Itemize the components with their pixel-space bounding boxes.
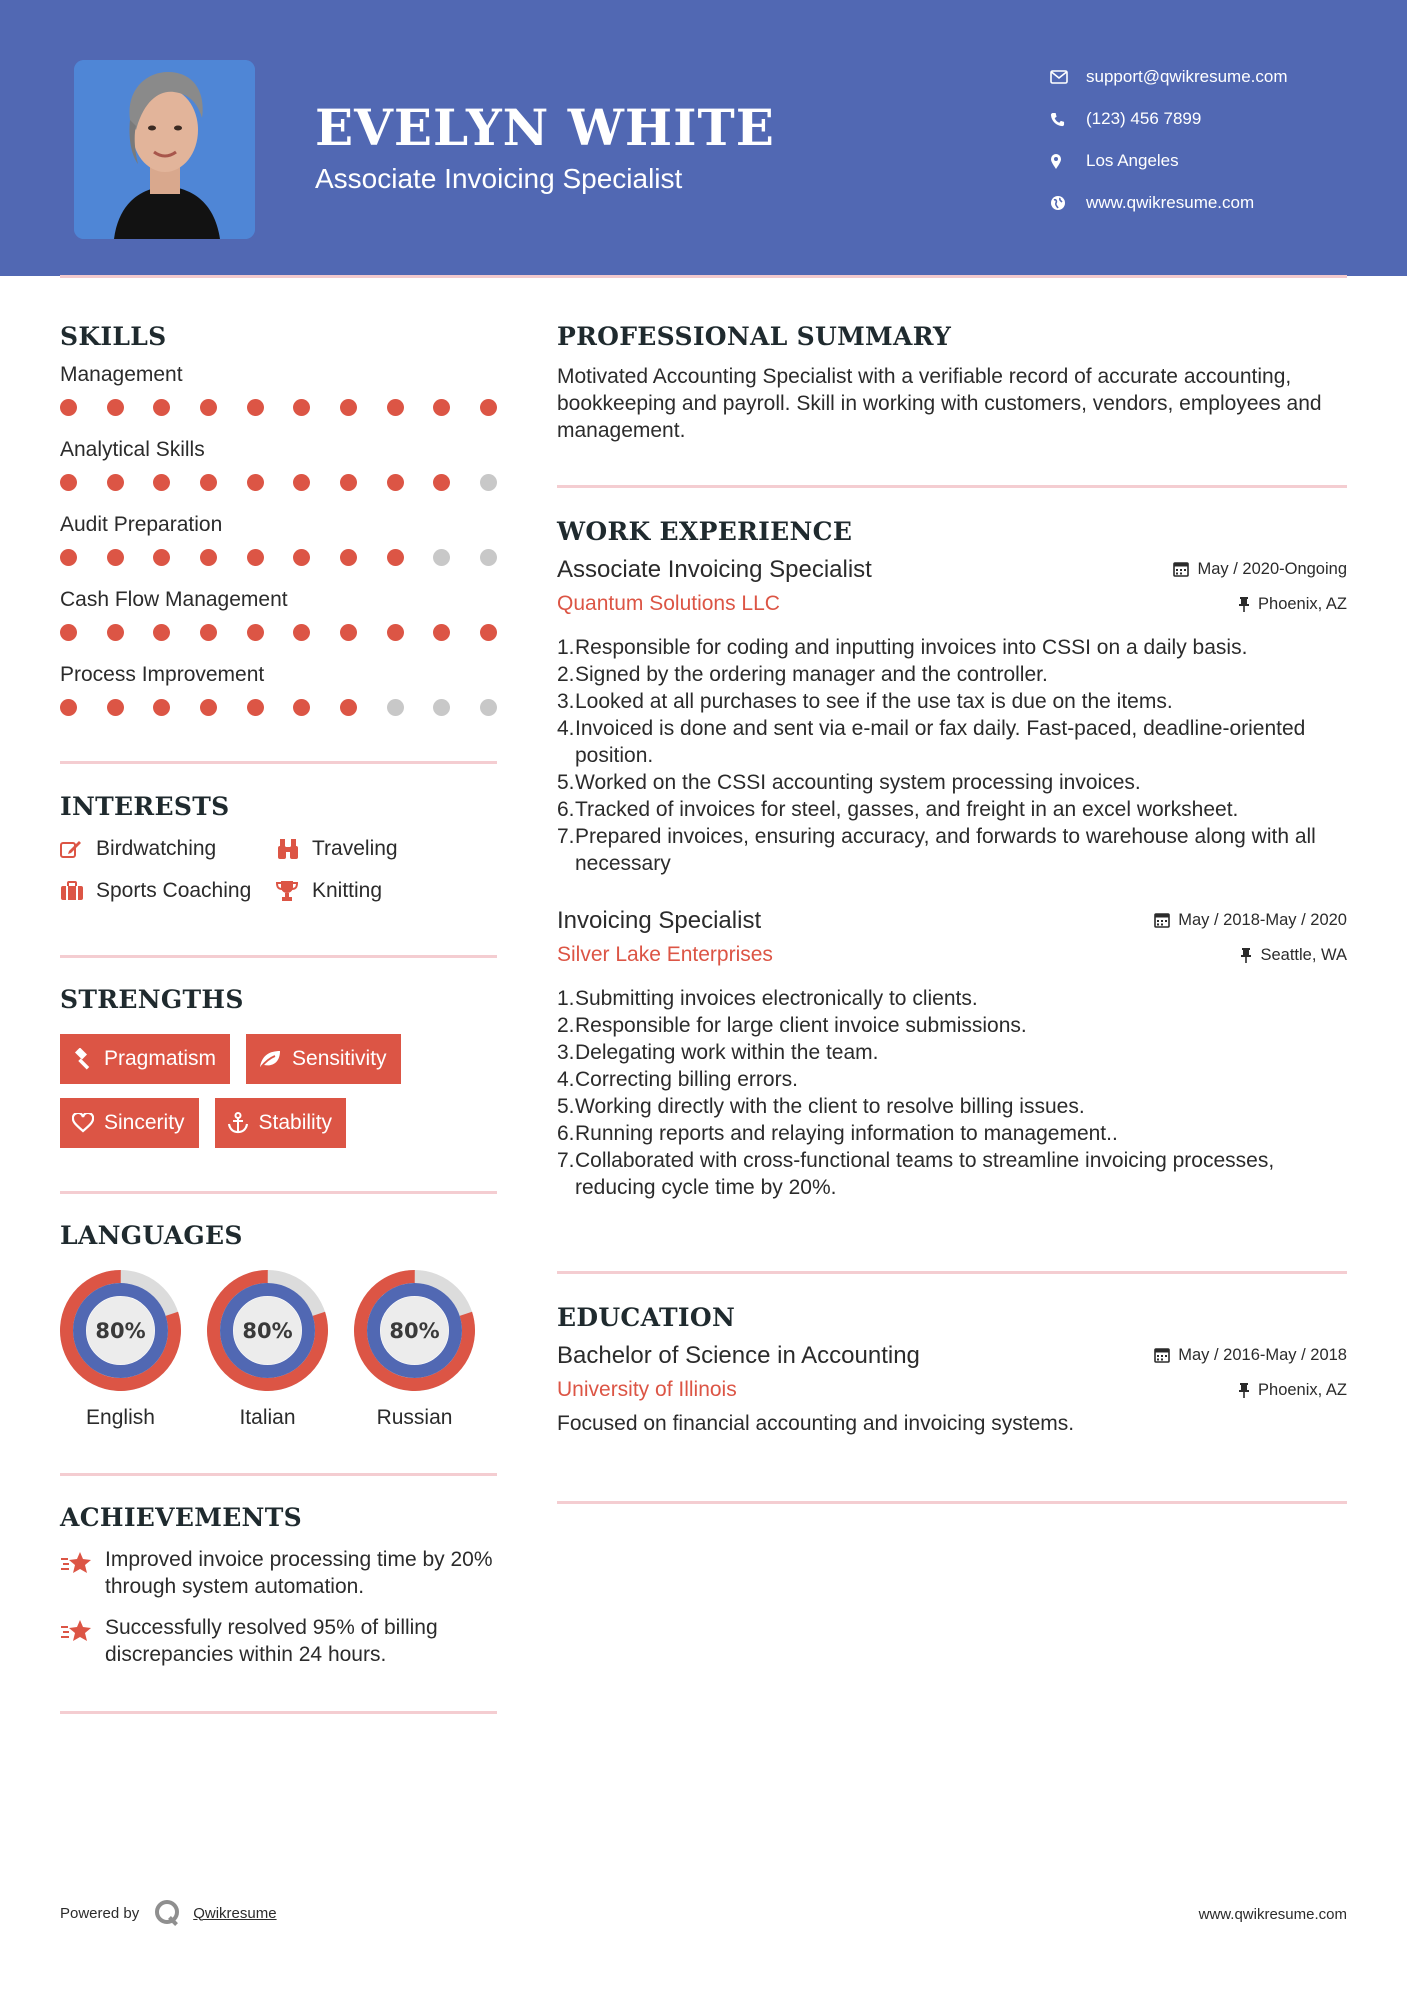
job-title: Invoicing Specialist: [557, 907, 762, 934]
list-item: 6. Tracked of invoices for steel, gasses, and freight in an excel worksheet.: [557, 798, 1239, 821]
rating-dot-filled: [107, 399, 124, 416]
interest-item: [276, 837, 496, 861]
achievement-text: Successfully resolved 95% of billing discrepancies within 24 hours.: [105, 1616, 438, 1666]
strength-label: Sensitivity: [292, 1047, 387, 1070]
rating-dot-filled: [340, 624, 357, 641]
skill-rating: [60, 399, 497, 416]
rating-dot-empty: [480, 549, 497, 566]
education-text: Focused on financial accounting and invoicing systems.: [557, 1412, 1075, 1435]
rating-dot-filled: [200, 399, 217, 416]
contact-phone[interactable]: [1050, 98, 1380, 140]
skill-name: Analytical Skills: [60, 438, 205, 461]
rating-dot-filled: [340, 699, 357, 716]
contact-phone-text: (123) 456 7899: [1086, 109, 1202, 128]
section-divider: [557, 1501, 1347, 1504]
achievement-item: [60, 1614, 497, 1668]
list-item: 7. Collaborated with cross-functional teams to streamline invoicing processes, reducing cycle time by 20%.: [557, 1149, 1275, 1199]
section-divider: [60, 761, 497, 764]
rating-dot-filled: [247, 699, 264, 716]
leaf-icon: [258, 1049, 282, 1069]
strength-label: Stability: [258, 1111, 333, 1134]
contact-email[interactable]: [1050, 56, 1380, 98]
section-divider: [60, 1191, 497, 1194]
job-bullets: [557, 634, 1347, 877]
header-banner: [0, 0, 1407, 276]
language-name: Italian: [239, 1406, 296, 1429]
list-item: 2. Signed by the ordering manager and the controller.: [557, 663, 1048, 686]
list-item: 6. Running reports and relaying information to management..: [557, 1122, 1118, 1145]
list-item: 7. Prepared invoices, ensuring accuracy, and forwards to warehouse along with all necessary: [557, 825, 1316, 875]
rating-dot-filled: [387, 549, 404, 566]
rating-dot-filled: [247, 549, 264, 566]
rating-dot-filled: [60, 399, 77, 416]
education-entry: [557, 1342, 1347, 1437]
strength-chip: [60, 1098, 199, 1148]
rating-dot-filled: [480, 624, 497, 641]
list-item: 5. Worked on the CSSI accounting system processing invoices.: [557, 771, 1141, 794]
skills-section: [60, 322, 497, 738]
interests-title: INTERESTS: [60, 792, 230, 821]
rating-dot-filled: [387, 399, 404, 416]
language-item: [60, 1270, 181, 1430]
skill-item: [60, 438, 497, 491]
strength-label: Sincerity: [104, 1111, 185, 1134]
rating-dot-filled: [60, 549, 77, 566]
calendar-icon: [1173, 561, 1189, 577]
rating-dot-filled: [247, 624, 264, 641]
strength-chip: [60, 1034, 230, 1084]
interest-item: [60, 837, 276, 861]
rating-dot-filled: [107, 624, 124, 641]
rating-dot-filled: [200, 474, 217, 491]
job-bullets: [557, 985, 1347, 1201]
rating-dot-filled: [340, 399, 357, 416]
job-title: Associate Invoicing Specialist: [557, 556, 872, 583]
rating-dot-empty: [480, 474, 497, 491]
interests-section: [60, 792, 497, 903]
rating-dot-filled: [153, 699, 170, 716]
rating-dot-filled: [293, 549, 310, 566]
contact-website[interactable]: [1050, 182, 1380, 224]
rating-dot-filled: [387, 474, 404, 491]
rating-dot-filled: [153, 549, 170, 566]
achievement-text: Improved invoice processing time by 20% through system automation.: [105, 1548, 493, 1598]
list-item: 3. Looked at all purchases to see if the use tax is due on the items.: [557, 690, 1173, 713]
degree-title: Bachelor of Science in Accounting: [557, 1342, 920, 1369]
heart-icon: [72, 1113, 94, 1133]
company-name: Quantum Solutions LLC: [557, 592, 780, 615]
pencil-square-icon: [60, 839, 96, 859]
rating-dot-filled: [153, 474, 170, 491]
contact-location: [1050, 140, 1380, 182]
strengths-list: [60, 1034, 497, 1148]
skill-item: [60, 663, 497, 716]
interests-list: [60, 837, 497, 903]
candidate-title: Associate Invoicing Specialist: [315, 163, 683, 194]
rating-dot-filled: [480, 399, 497, 416]
rating-dot-filled: [153, 399, 170, 416]
rating-dot-filled: [60, 624, 77, 641]
strength-chip: [246, 1034, 401, 1084]
list-item: 5. Working directly with the client to resolve billing issues.: [557, 1095, 1085, 1118]
achievement-item: [60, 1546, 497, 1600]
skill-name: Cash Flow Management: [60, 588, 288, 611]
contact-list: [1050, 56, 1380, 224]
education-title: EDUCATION: [557, 1303, 736, 1332]
list-item: 4. Correcting billing errors.: [557, 1068, 798, 1091]
education-section: [557, 1303, 1347, 1437]
phone-icon: [1050, 112, 1086, 127]
shooting-star-icon: [60, 1546, 105, 1600]
skill-item: [60, 513, 497, 566]
interest-label: Traveling: [312, 837, 398, 860]
skill-rating: [60, 624, 497, 641]
education-location-text: Phoenix, AZ: [1258, 1380, 1347, 1399]
contact-location-text: Los Angeles: [1086, 151, 1179, 170]
rating-dot-filled: [107, 474, 124, 491]
section-divider: [60, 1711, 497, 1714]
interest-label: Knitting: [312, 879, 383, 902]
summary-text: Motivated Accounting Specialist with a verifiable record of accurate accounting, bookkeeping and payroll. Skill in working with customers, vendors, employees and management.: [557, 365, 1322, 442]
list-item: 2. Responsible for large client invoice submissions.: [557, 1014, 1027, 1037]
footer-powered-by: [60, 1898, 277, 1928]
language-ring: [207, 1270, 328, 1391]
footer-url[interactable]: www.qwikresume.com: [1198, 1906, 1347, 1923]
pushpin-icon: [1240, 947, 1252, 963]
shooting-star-icon: [60, 1614, 105, 1668]
rating-dot-empty: [433, 699, 450, 716]
summary-section: [557, 322, 1347, 444]
company-name: Silver Lake Enterprises: [557, 943, 773, 966]
section-divider: [60, 955, 497, 958]
job-entry: [557, 556, 1347, 877]
qwikresume-link[interactable]: Qwikresume: [193, 1904, 277, 1922]
skills-list: [60, 363, 497, 716]
list-item: 4. Invoiced is done and sent via e-mail or fax daily. Fast-paced, deadline-oriented position.: [557, 717, 1306, 767]
experience-title: WORK EXPERIENCE: [557, 517, 853, 546]
profile-photo: [74, 60, 255, 239]
summary-title: PROFESSIONAL SUMMARY: [557, 322, 952, 351]
languages-list: [60, 1270, 497, 1430]
job-entry: [557, 907, 1347, 1201]
rating-dot-filled: [200, 624, 217, 641]
strength-label: Pragmatism: [104, 1047, 217, 1070]
section-divider: [557, 485, 1347, 488]
language-item: [207, 1270, 328, 1430]
interest-label: Sports Coaching: [96, 879, 252, 902]
job-location-text: Seattle, WA: [1260, 945, 1347, 964]
qwikresume-logo-icon: [153, 1898, 183, 1928]
rating-dot-empty: [387, 699, 404, 716]
anchor-icon: [227, 1112, 249, 1134]
envelope-icon: [1050, 70, 1086, 84]
gavel-icon: [72, 1048, 94, 1070]
education-date-text: May / 2016-May / 2018: [1178, 1345, 1347, 1364]
language-ring: [354, 1270, 475, 1391]
briefcase-icon: [60, 881, 96, 901]
binoculars-icon: [276, 838, 312, 860]
list-item: 3. Delegating work within the team.: [557, 1041, 879, 1064]
rating-dot-filled: [293, 699, 310, 716]
rating-dot-filled: [293, 399, 310, 416]
rating-dot-filled: [433, 624, 450, 641]
rating-dot-filled: [433, 474, 450, 491]
globe-icon: [1050, 195, 1086, 211]
rating-dot-filled: [200, 549, 217, 566]
rating-dot-filled: [293, 624, 310, 641]
rating-dot-filled: [107, 699, 124, 716]
interest-item: [60, 879, 276, 903]
skills-title: SKILLS: [60, 322, 167, 351]
rating-dot-empty: [480, 699, 497, 716]
job-location: [1240, 946, 1347, 965]
education-date: [1154, 1346, 1347, 1365]
skill-rating: [60, 549, 497, 566]
rating-dot-filled: [60, 474, 77, 491]
job-location: [1238, 595, 1347, 614]
education-location: [1238, 1381, 1347, 1400]
language-percent: 80%: [242, 1319, 293, 1343]
languages-title: LANGUAGES: [60, 1221, 243, 1250]
rating-dot-filled: [153, 624, 170, 641]
language-percent: 80%: [389, 1319, 440, 1343]
section-divider: [60, 1473, 497, 1476]
language-name: Russian: [376, 1406, 453, 1429]
skill-name: Audit Preparation: [60, 513, 223, 536]
job-date-text: May / 2020-Ongoing: [1197, 559, 1347, 578]
powered-by-text: Powered by: [60, 1904, 140, 1922]
strengths-title: STRENGTHS: [60, 985, 244, 1014]
achievements-list: [60, 1546, 497, 1668]
language-percent: 80%: [95, 1319, 146, 1343]
pushpin-icon: [1238, 1382, 1250, 1398]
rating-dot-filled: [387, 624, 404, 641]
rating-dot-filled: [340, 474, 357, 491]
strength-chip: [215, 1098, 347, 1148]
interest-item: [276, 879, 496, 903]
header-divider: [60, 275, 1347, 278]
rating-dot-empty: [433, 549, 450, 566]
rating-dot-filled: [247, 474, 264, 491]
skill-rating: [60, 474, 497, 491]
skill-name: Management: [60, 363, 183, 386]
map-pin-icon: [1050, 153, 1086, 170]
rating-dot-filled: [60, 699, 77, 716]
calendar-icon: [1154, 912, 1170, 928]
skill-rating: [60, 699, 497, 716]
job-location-text: Phoenix, AZ: [1258, 594, 1347, 613]
skill-name: Process Improvement: [60, 663, 265, 686]
trophy-icon: [276, 880, 312, 902]
list-item: 1. Responsible for coding and inputting invoices into CSSI on a daily basis.: [557, 636, 1248, 659]
rating-dot-filled: [433, 399, 450, 416]
language-item: [354, 1270, 475, 1430]
rating-dot-filled: [293, 474, 310, 491]
candidate-name: EVELYN WHITE: [315, 98, 775, 157]
rating-dot-filled: [200, 699, 217, 716]
strengths-section: [60, 985, 497, 1162]
job-date: [1173, 560, 1347, 579]
calendar-icon: [1154, 1347, 1170, 1363]
contact-website-text: www.qwikresume.com: [1086, 193, 1255, 212]
rating-dot-filled: [340, 549, 357, 566]
experience-section: [557, 517, 1347, 1201]
list-item: 1. Submitting invoices electronically to clients.: [557, 987, 978, 1010]
contact-email-text: support@qwikresume.com: [1086, 67, 1288, 86]
skill-item: [60, 588, 497, 641]
job-date: [1154, 911, 1347, 930]
section-divider: [557, 1271, 1347, 1274]
language-ring: [60, 1270, 181, 1391]
rating-dot-filled: [107, 549, 124, 566]
interest-label: Birdwatching: [96, 837, 217, 860]
achievements-title: ACHIEVEMENTS: [60, 1503, 302, 1532]
achievements-section: [60, 1503, 497, 1668]
job-date-text: May / 2018-May / 2020: [1178, 910, 1347, 929]
languages-section: [60, 1221, 497, 1430]
language-name: English: [86, 1406, 155, 1429]
school-name: University of Illinois: [557, 1378, 737, 1401]
pushpin-icon: [1238, 596, 1250, 612]
skill-item: [60, 363, 497, 416]
rating-dot-filled: [247, 399, 264, 416]
